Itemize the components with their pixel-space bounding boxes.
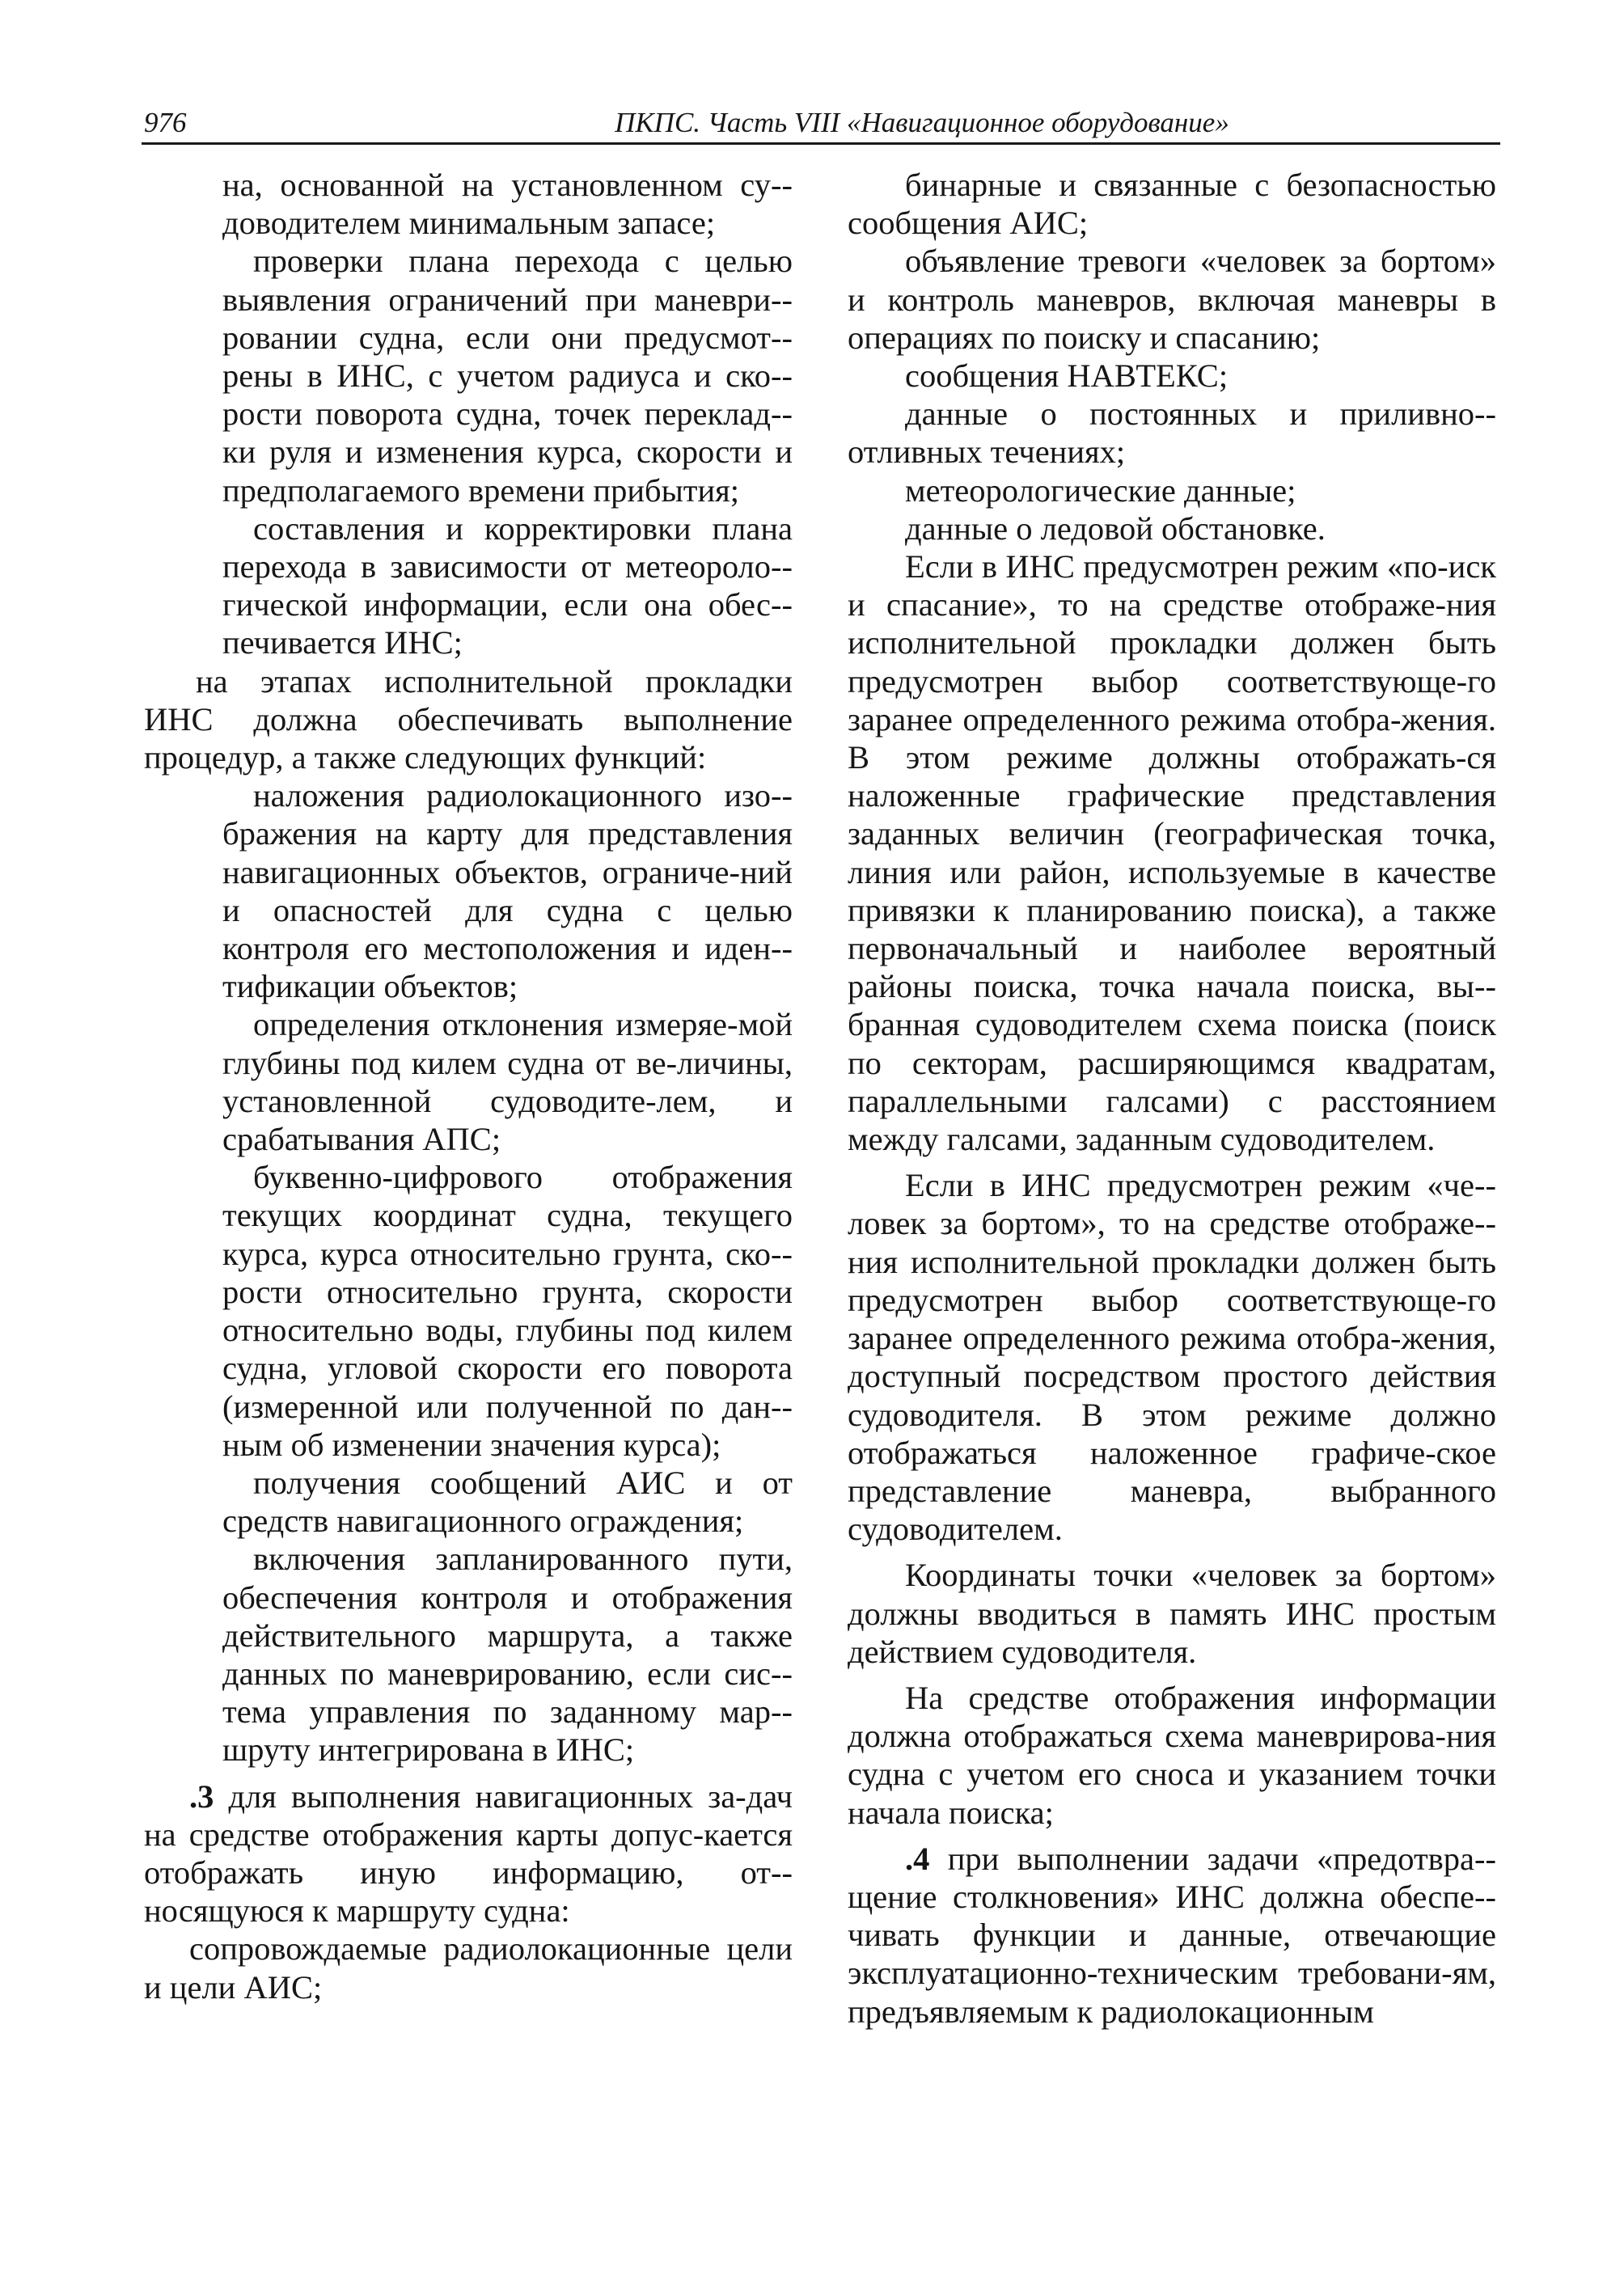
paragraph: получения сообщений АИС и от средств навигационного ограждения; xyxy=(222,1464,793,1540)
paragraph: определения отклонения измеряе-мой глубины под килем судна от ве-личины, установленной судоводите-лем, и срабатывания АПС; xyxy=(222,1006,793,1158)
paragraph: На средстве отображения информации должна отображаться схема маневрирова-ния судна с учетом его сноса и указанием точки начала поиска; xyxy=(848,1679,1496,1831)
item-number: .3 xyxy=(189,1777,214,1815)
paragraph: Если в ИНС предусмотрен режим «по-иск и спасание», то на средстве отображе-ния исполнительной прокладки должен быть предусмотрен выбор соответствующе-го заранее определенного режима отобра-жения. В этом режиме должны отображать-ся наложенные графические представления заданных величин (географическая точка, линия или район, используемые в качестве привязки к планированию поиска), а также первоначальный и наиболее вероятный районы поиска, точка начала поиска, вы-бранная судоводителем схема поиска (поиск по секторам, расширяющимся квадратам, параллельными галсами) с расстоянием между галсами, заданным судоводителем. xyxy=(848,548,1496,1158)
numbered-paragraph xyxy=(848,1840,1496,2031)
paragraph: буквенно-цифрового отображения текущих координат судна, текущего курса, курса относительно грунта, ско-рости относительно грунта, скорости относительно воды, глубины под килем судна, угловой скорости его поворота (измеренной или полученной по дан-ным об изменении значения курса); xyxy=(222,1159,793,1463)
right-column xyxy=(848,166,1496,2031)
running-header xyxy=(142,107,1500,145)
paragraph: сопровождаемые радиолокационные цели и цели АИС; xyxy=(144,1930,793,2006)
paragraph-text: при выполнении задачи «предотвра-щение столкновения» ИНС должна обеспе-чивать функции и данные, отвечающие эксплуатационно-техническим требовани-ям, предъявляемым к радиолокационным xyxy=(848,1840,1496,2030)
paragraph: данные о постоянных и приливно-отливных течениях; xyxy=(848,395,1496,471)
paragraph: наложения радиолокационного изо-бражения на карту для представления навигационных объектов, ограниче-ний и опасностей для судна с целью контроля его местоположения и иден-тификации объектов; xyxy=(222,777,793,1005)
page-number: 976 xyxy=(144,107,187,138)
paragraph: составления и корректировки плана перехода в зависимости от метеороло-гической информации, если она обес-печивается ИНС; xyxy=(222,509,793,662)
paragraph: объявление тревоги «человек за бортом» и контроль маневров, включая маневры в операциях по поиску и спасанию; xyxy=(848,243,1496,356)
left-column xyxy=(144,166,793,2006)
paragraph: бинарные и связанные с безопасностью сообщения АИС; xyxy=(848,167,1496,242)
paragraph: на этапах исполнительной прокладки ИНС должна обеспечивать выполнение процедур, а также следующих функций: xyxy=(144,662,793,776)
paragraph: на, основанной на установленном су-доводителем минимальным запасе; xyxy=(222,167,793,242)
paragraph: Если в ИНС предусмотрен режим «че-ловек за бортом», то на средстве отображе-ния исполнительной прокладки должен быть предусмотрен выбор соответствующе-го заранее определенного режима отобра-жения, доступный посредством простого действия судоводителя. В этом режиме должно отображаться наложенное графиче-ское представление маневра, выбранного судоводителем. xyxy=(848,1167,1496,1548)
paragraph-text: для выполнения навигационных за-дач на средстве отображения карты допус-кается отображать иную информацию, от-носящуюся к маршруту судна: xyxy=(144,1777,793,1930)
running-title: ПКПС. Часть VIII «Навигационное оборудование» xyxy=(615,107,1229,138)
paragraph: проверки плана перехода с целью выявления ограничений при маневри-ровании судна, если они предусмот-рены в ИНС, с учетом радиуса и ско-рости поворота судна, точек переклад-ки руля и изменения курса, скорости и предполагаемого времени прибытия; xyxy=(222,243,793,509)
paragraph: сообщения НАВТЕКС; xyxy=(905,357,1229,395)
numbered-paragraph xyxy=(144,1777,793,1930)
paragraph: Координаты точки «человек за бортом» должны вводиться в память ИНС простым действием судоводителя. xyxy=(848,1557,1496,1670)
paragraph: метеорологические данные; xyxy=(905,471,1296,509)
item-number: .4 xyxy=(905,1840,930,1877)
paragraph: данные о ледовой обстановке. xyxy=(905,509,1326,547)
paragraph: включения запланированного пути, обеспечения контроля и отображения действительного маршрута, а также данных по маневрированию, если сис-тема управления по заданному мар-шруту интегрирована в ИНС; xyxy=(222,1541,793,1769)
